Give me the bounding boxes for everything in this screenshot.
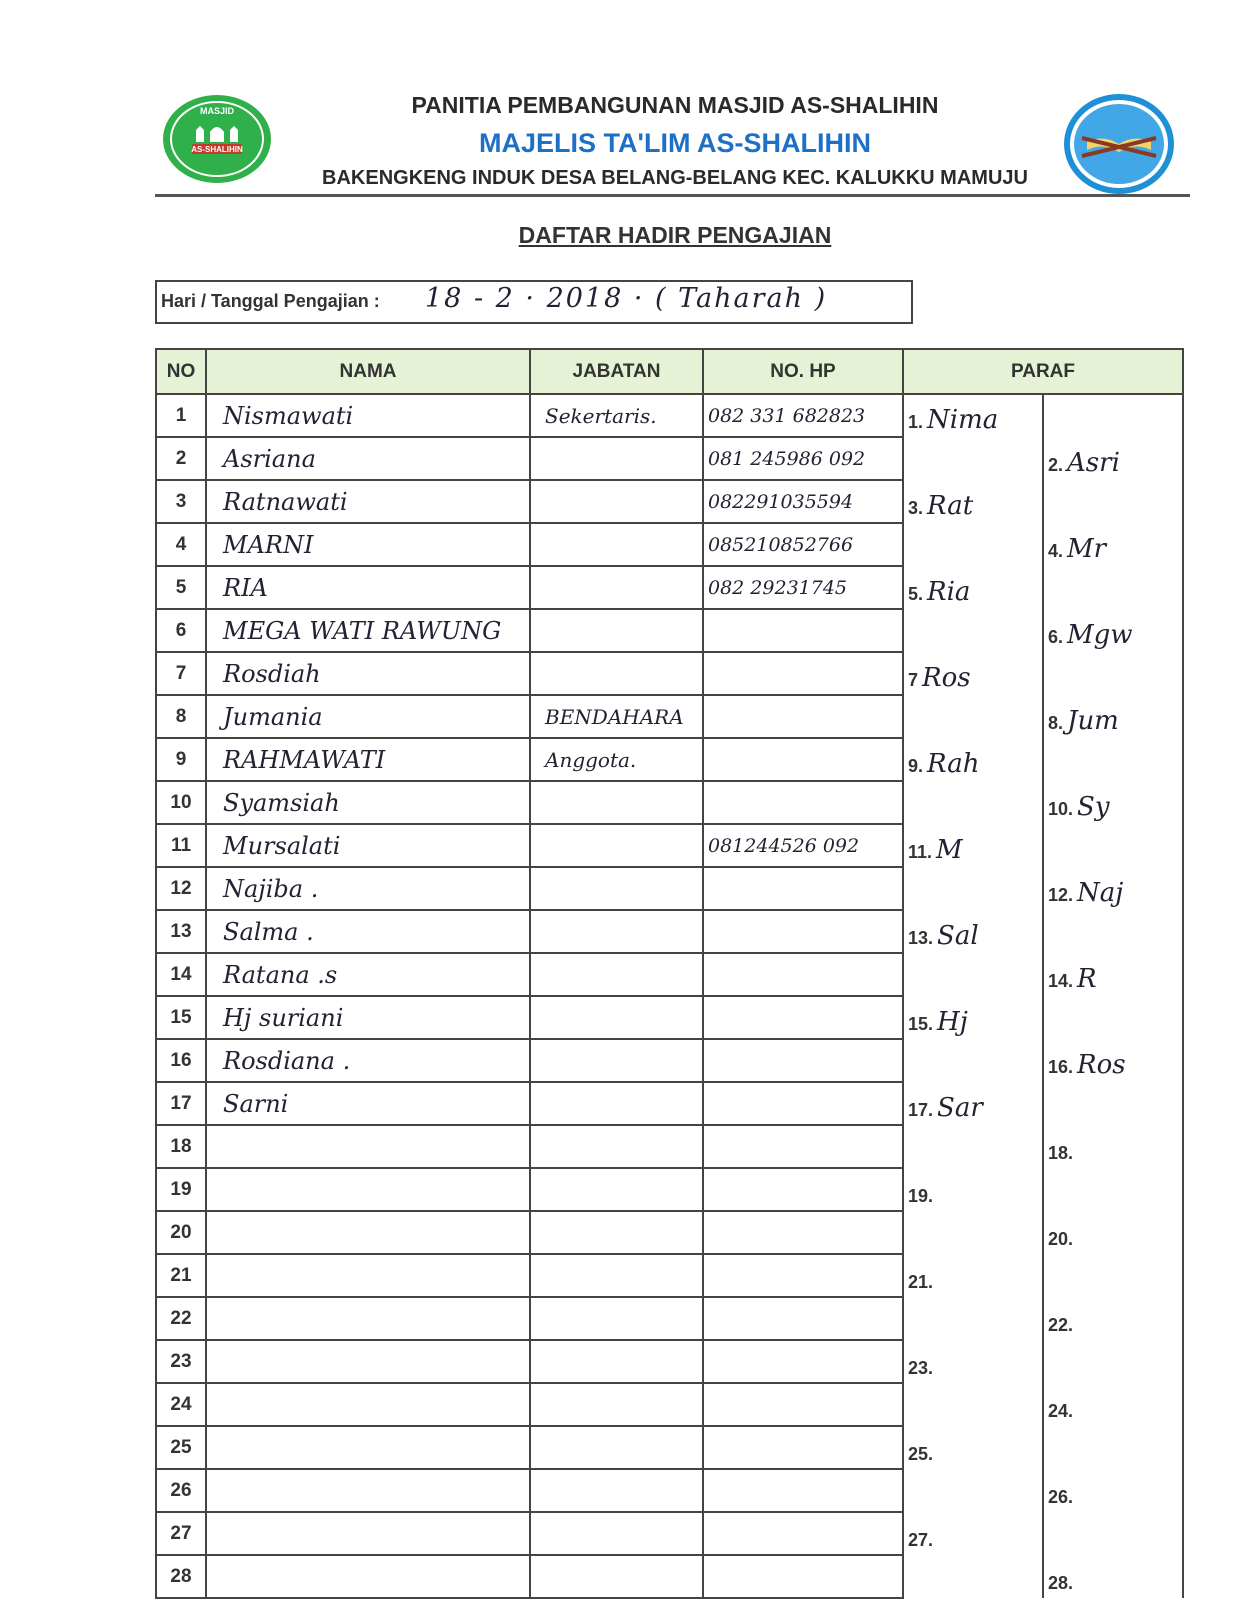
row-jabatan xyxy=(530,867,703,910)
row-phone xyxy=(703,1426,903,1469)
paraf-entry xyxy=(1048,1394,1077,1424)
paraf-signature: Sal xyxy=(937,921,979,951)
row-phone xyxy=(703,695,903,738)
row-number: 15 xyxy=(156,996,206,1039)
row-name: Nismawati xyxy=(206,394,530,437)
paraf-number: 22. xyxy=(1048,1315,1074,1335)
row-name: Rosdiana . xyxy=(206,1039,530,1082)
row-number: 13 xyxy=(156,910,206,953)
paraf-number: 17. xyxy=(908,1100,934,1120)
row-phone: 082 29231745 xyxy=(703,566,903,609)
paraf-number: 3. xyxy=(908,498,924,518)
row-number: 6 xyxy=(156,609,206,652)
row-number: 25 xyxy=(156,1426,206,1469)
paraf-number: 15. xyxy=(908,1014,934,1034)
row-number: 3 xyxy=(156,480,206,523)
row-number: 8 xyxy=(156,695,206,738)
paraf-signature: Asri xyxy=(1067,448,1120,478)
row-phone: 085210852766 xyxy=(703,523,903,566)
row-name xyxy=(206,1211,530,1254)
paraf-number: 20. xyxy=(1048,1229,1074,1249)
row-jabatan xyxy=(530,566,703,609)
row-number: 12 xyxy=(156,867,206,910)
table-header-row xyxy=(156,349,1183,394)
row-name xyxy=(206,1254,530,1297)
paraf-entry xyxy=(908,1523,937,1553)
row-name: Sarni xyxy=(206,1082,530,1125)
row-jabatan xyxy=(530,652,703,695)
row-name xyxy=(206,1340,530,1383)
row-number: 28 xyxy=(156,1555,206,1598)
svg-text:AS-SHALIHIN: AS-SHALIHIN xyxy=(191,145,243,154)
paraf-entry xyxy=(1048,878,1123,908)
paraf-signature: Hj xyxy=(937,1007,968,1037)
row-name: Asriana xyxy=(206,437,530,480)
row-jabatan xyxy=(530,1297,703,1340)
date-value: 18 - 2 · 2018 · ( Taharah ) xyxy=(425,283,828,314)
row-number: 2 xyxy=(156,437,206,480)
row-number: 5 xyxy=(156,566,206,609)
paraf-entry xyxy=(908,1007,968,1037)
paraf-entry xyxy=(908,577,970,607)
paraf-signature: Ros xyxy=(922,663,971,693)
row-name: MEGA WATI RAWUNG xyxy=(206,609,530,652)
paraf-signature: Jum xyxy=(1067,706,1119,736)
row-phone xyxy=(703,738,903,781)
paraf-column-left xyxy=(903,394,1043,1598)
row-phone xyxy=(703,1125,903,1168)
row-number: 27 xyxy=(156,1512,206,1555)
row-name xyxy=(206,1125,530,1168)
paraf-number: 13. xyxy=(908,928,934,948)
paraf-number: 11. xyxy=(908,842,933,862)
paraf-entry xyxy=(908,749,979,779)
row-jabatan xyxy=(530,1555,703,1598)
row-number: 17 xyxy=(156,1082,206,1125)
paraf-entry xyxy=(1048,620,1133,650)
header-divider xyxy=(155,194,1190,197)
paraf-entry xyxy=(908,921,979,951)
row-jabatan xyxy=(530,1254,703,1297)
col-header-hp: NO. HP xyxy=(703,349,903,394)
row-name xyxy=(206,1426,530,1469)
row-jabatan: Anggota. xyxy=(530,738,703,781)
col-header-jabatan: JABATAN xyxy=(530,349,703,394)
row-jabatan: BENDAHARA xyxy=(530,695,703,738)
paraf-number: 6. xyxy=(1048,627,1064,647)
row-phone xyxy=(703,867,903,910)
paraf-entry xyxy=(1048,1050,1126,1080)
address: BAKENGKENG INDUK DESA BELANG-BELANG KEC. KALUKKU MAMUJU xyxy=(322,167,1028,189)
row-number: 11 xyxy=(156,824,206,867)
paraf-signature: Naj xyxy=(1077,878,1124,908)
paraf-entry xyxy=(908,835,963,865)
row-phone xyxy=(703,1254,903,1297)
paraf-number: 10. xyxy=(1048,799,1074,819)
svg-text:MASJID: MASJID xyxy=(199,106,235,116)
organization-name: MAJELIS TA'LIM AS-SHALIHIN xyxy=(479,128,871,158)
paraf-entry xyxy=(1048,1136,1077,1166)
row-number: 10 xyxy=(156,781,206,824)
row-name: Mursalati xyxy=(206,824,530,867)
row-name: Jumania xyxy=(206,695,530,738)
paraf-number: 16. xyxy=(1048,1057,1074,1077)
paraf-entry xyxy=(1048,534,1106,564)
row-name xyxy=(206,1512,530,1555)
row-jabatan xyxy=(530,1469,703,1512)
row-jabatan xyxy=(530,1211,703,1254)
date-label: Hari / Tanggal Pengajian : xyxy=(161,291,380,311)
row-jabatan xyxy=(530,1082,703,1125)
paraf-signature: M xyxy=(936,835,963,865)
paraf-number: 4. xyxy=(1048,541,1064,561)
col-header-nama: NAMA xyxy=(206,349,530,394)
paraf-entry xyxy=(908,1093,983,1123)
paraf-number: 1. xyxy=(908,412,924,432)
col-header-no: NO xyxy=(156,349,206,394)
row-phone xyxy=(703,652,903,695)
row-number: 20 xyxy=(156,1211,206,1254)
paraf-number: 27. xyxy=(908,1530,934,1550)
paraf-entry xyxy=(1048,448,1120,478)
paraf-number: 19. xyxy=(908,1186,934,1206)
paraf-signature: Ros xyxy=(1077,1050,1126,1080)
row-name: Ratana .s xyxy=(206,953,530,996)
row-jabatan xyxy=(530,437,703,480)
row-jabatan xyxy=(530,1039,703,1082)
paraf-number: 21. xyxy=(908,1272,934,1292)
paraf-entry xyxy=(1048,1480,1077,1510)
paraf-number: 23. xyxy=(908,1358,934,1378)
row-jabatan xyxy=(530,1125,703,1168)
row-number: 19 xyxy=(156,1168,206,1211)
row-phone xyxy=(703,996,903,1039)
paraf-entry xyxy=(1048,1308,1077,1338)
row-jabatan xyxy=(530,1512,703,1555)
row-jabatan: Sekertaris. xyxy=(530,394,703,437)
row-name: Hj suriani xyxy=(206,996,530,1039)
row-jabatan xyxy=(530,1168,703,1211)
row-name xyxy=(206,1469,530,1512)
paraf-signature: Rat xyxy=(927,491,974,521)
row-name: RAHMAWATI xyxy=(206,738,530,781)
paraf-entry xyxy=(1048,792,1110,822)
row-phone xyxy=(703,910,903,953)
row-phone: 081244526 092 xyxy=(703,824,903,867)
paraf-number: 7 xyxy=(908,670,919,690)
paraf-entry xyxy=(908,1179,937,1209)
paraf-number: 12. xyxy=(1048,885,1074,905)
paraf-entry xyxy=(908,405,998,435)
row-phone xyxy=(703,1340,903,1383)
row-name xyxy=(206,1168,530,1211)
paraf-entry xyxy=(908,663,971,693)
paraf-entry xyxy=(908,491,973,521)
row-phone: 081 245986 092 xyxy=(703,437,903,480)
row-jabatan xyxy=(530,609,703,652)
paraf-number: 18. xyxy=(1048,1143,1074,1163)
row-name: Ratnawati xyxy=(206,480,530,523)
row-phone xyxy=(703,1469,903,1512)
row-phone xyxy=(703,1512,903,1555)
col-header-paraf: PARAF xyxy=(903,349,1183,394)
row-name xyxy=(206,1297,530,1340)
paraf-signature: Rah xyxy=(927,749,980,779)
row-number: 26 xyxy=(156,1469,206,1512)
paraf-number: 24. xyxy=(1048,1401,1074,1421)
row-jabatan xyxy=(530,480,703,523)
paraf-entry xyxy=(908,1437,937,1467)
attendance-table xyxy=(155,348,1184,1599)
row-number: 7 xyxy=(156,652,206,695)
row-name: Syamsiah xyxy=(206,781,530,824)
row-number: 14 xyxy=(156,953,206,996)
paraf-entry xyxy=(908,1351,937,1381)
paraf-signature: Ria xyxy=(927,577,971,607)
paraf-entry xyxy=(908,1265,937,1295)
paraf-number: 5. xyxy=(908,584,924,604)
row-phone xyxy=(703,1211,903,1254)
row-number: 21 xyxy=(156,1254,206,1297)
paraf-entry xyxy=(1048,1222,1077,1252)
paraf-entry xyxy=(1048,1566,1077,1596)
row-phone xyxy=(703,1082,903,1125)
table-row xyxy=(156,394,1183,437)
row-name: Rosdiah xyxy=(206,652,530,695)
row-number: 4 xyxy=(156,523,206,566)
row-number: 24 xyxy=(156,1383,206,1426)
row-jabatan xyxy=(530,910,703,953)
row-number: 18 xyxy=(156,1125,206,1168)
paraf-signature: Mgw xyxy=(1067,620,1133,650)
paraf-signature: R xyxy=(1077,964,1097,994)
row-jabatan xyxy=(530,953,703,996)
row-name xyxy=(206,1555,530,1598)
row-jabatan xyxy=(530,1426,703,1469)
row-phone xyxy=(703,609,903,652)
paraf-signature: Sar xyxy=(937,1093,983,1123)
row-name: Najiba . xyxy=(206,867,530,910)
paraf-number: 26. xyxy=(1048,1487,1074,1507)
row-jabatan xyxy=(530,523,703,566)
date-box xyxy=(155,280,913,324)
row-number: 1 xyxy=(156,394,206,437)
row-number: 16 xyxy=(156,1039,206,1082)
row-phone xyxy=(703,1297,903,1340)
paraf-entry xyxy=(1048,964,1097,994)
paraf-number: 14. xyxy=(1048,971,1074,991)
row-jabatan xyxy=(530,996,703,1039)
row-phone: 082 331 682823 xyxy=(703,394,903,437)
paraf-entry xyxy=(1048,706,1119,736)
paraf-number: 9. xyxy=(908,756,924,776)
row-phone xyxy=(703,781,903,824)
paraf-signature: Nima xyxy=(927,405,999,435)
row-jabatan xyxy=(530,1383,703,1426)
row-name: RIA xyxy=(206,566,530,609)
paraf-signature: Sy xyxy=(1077,792,1110,822)
row-number: 9 xyxy=(156,738,206,781)
paraf-number: 2. xyxy=(1048,455,1064,475)
row-phone xyxy=(703,953,903,996)
row-number: 22 xyxy=(156,1297,206,1340)
row-name: MARNI xyxy=(206,523,530,566)
page-title: DAFTAR HADIR PENGAJIAN xyxy=(518,222,832,248)
paraf-number: 28. xyxy=(1048,1573,1074,1593)
row-name xyxy=(206,1383,530,1426)
paraf-number: 8. xyxy=(1048,713,1064,733)
paraf-signature: Mr xyxy=(1067,534,1107,564)
paraf-column-right xyxy=(1043,394,1183,1598)
row-phone: 082291035594 xyxy=(703,480,903,523)
row-phone xyxy=(703,1555,903,1598)
row-jabatan xyxy=(530,1340,703,1383)
row-phone xyxy=(703,1039,903,1082)
row-phone xyxy=(703,1383,903,1426)
committee-name: PANITIA PEMBANGUNAN MASJID AS-SHALIHIN xyxy=(411,92,939,118)
row-jabatan xyxy=(530,781,703,824)
row-jabatan xyxy=(530,824,703,867)
row-phone xyxy=(703,1168,903,1211)
row-name: Salma . xyxy=(206,910,530,953)
paraf-number: 25. xyxy=(908,1444,934,1464)
row-number: 23 xyxy=(156,1340,206,1383)
